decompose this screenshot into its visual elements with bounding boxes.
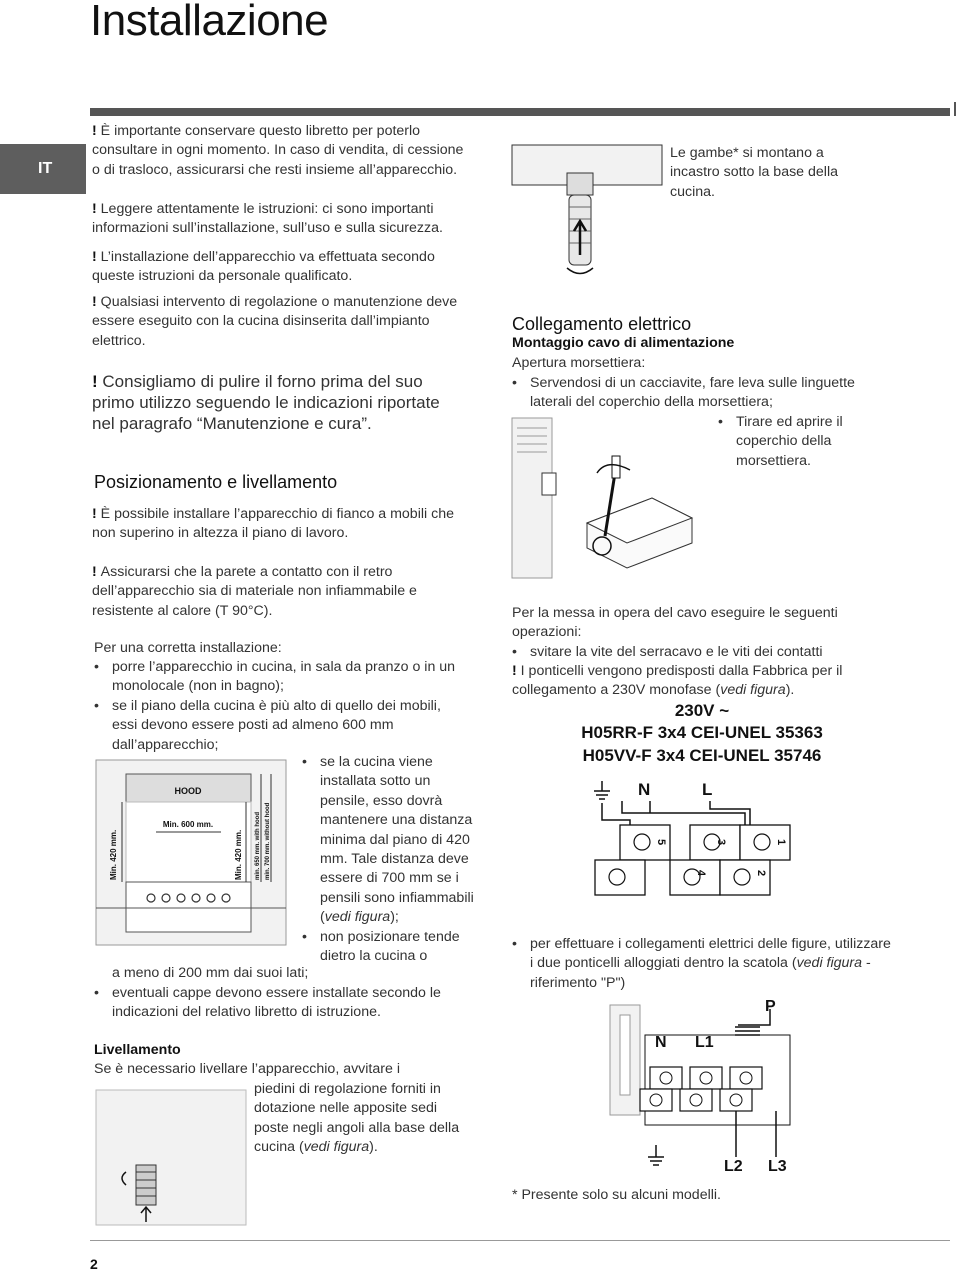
without-hood-label: min. 700 mm. without hood [265,802,271,880]
legs-note: Le gambe* si montano a incastro sotto la base della cucina. [670,145,838,200]
paragraph-qualified-staff: ! L’installazione dell’apparecchio va effettuata secondo queste istruzioni da personale qualificato. [92,249,435,285]
terminal-5: 5 [655,839,667,846]
terminal-L1-label: L1 [695,1034,714,1051]
wiring-steps [512,935,892,993]
section-heading-positioning: Posizionamento e livellamento [94,472,338,492]
terminal-N-label-3ph: N [655,1034,667,1051]
install-list-hoods [94,984,469,1023]
warning-mark: ! [92,372,103,391]
min-600-label: Min. 600 mm. [162,820,214,829]
list-item: • non posizionare tende dietro la cucina o [302,928,474,967]
footer-rule [90,1240,950,1241]
terminal-block-single-phase [590,775,790,900]
list-item: • Servendosi di un cacciavite, fare leva sulle linguette laterali del coperchio della morsettiera; [512,374,892,413]
terminal-L2-label: L2 [724,1158,743,1175]
paragraph-leveling-1: Se è necessario livellare l’apparecchio, avvitare i [94,1061,400,1077]
opening-steps-2 [718,413,868,471]
subheading-leveling: Livellamento [94,1042,181,1058]
paragraph-read-instructions: ! Leggere attentamente le istruzioni: ci sono importanti informazioni sull’installazione, sull’uso e sulla sicurezza. [92,201,443,237]
terminal-2: 2 [755,870,767,877]
cable-spec-2: H05VV-F 3x4 CEI-UNEL 35746 [582,746,822,765]
list-item: • se il piano della cucina è più alto di quello dei mobili, essi devono essere posti ad almeno 600 mm dall’apparecchio; [94,697,469,755]
terminal-3: 3 [715,839,727,846]
paragraph-correct-install: Per una corretta installazione: [94,640,282,656]
warning-mark: ! [512,663,521,679]
paragraph-clean-oven: ! Consigliamo di pulire il forno prima del suo primo utilizzo seguendo le indicazioni riportate nel paragrafo “Manutenzione e cura”. [92,372,440,433]
cable-steps [512,643,902,662]
min-420-left-label: Min. 420 mm. [109,829,118,880]
terminal-N-label: N [638,780,651,799]
list-item-continuation: a meno di 200 mm dai suoi lati; [112,965,309,981]
opening-steps [512,374,892,413]
paragraph-wall: ! Assicurarsi che la parete a contatto con il retro dell’apparecchio sia di materiale non infiammabile e resistente al calore (T 90°C). [92,564,417,619]
paragraph-keep-manual: ! È importante conservare questo libretto per poterlo consultare in ogni momento. In caso di vendita, di cessione o di trasloco, assicurarsi che resti insieme all’apparecchio. [92,123,464,178]
paragraph-leveling-2: piedini di regolazione forniti in dotazione nelle apposite sedi poste negli angoli alla base della cucina (vedi figura). [254,1081,460,1156]
terminal-opening-label: Apertura morsettiera: [512,355,646,371]
warning-mark: ! [92,201,101,217]
leveling-foot-diagram [96,1090,246,1225]
min-420-right-label: Min. 420 mm. [234,829,243,880]
warning-mark: ! [92,249,101,265]
install-list [94,658,469,755]
voltage-spec: 230V ~ [674,701,730,720]
page-number: 2 [90,1256,98,1272]
terminal-box-diagram [512,418,702,588]
with-hood-label: min. 650 mm. with hood [255,811,261,880]
jumpers-note: ! I ponticelli vengono predisposti dalla Fabbrica per il collegamento a 230V monofase (vedi figura). [512,663,843,699]
terminal-L3-label: L3 [768,1158,787,1175]
list-item: • Tirare ed aprire il coperchio della morsettiera. [718,413,868,471]
paragraph-disconnect: ! Qualsiasi intervento di regolazione o manutenzione deve essere eseguito con la cucina disinserita dall’impianto elettrico. [92,294,458,349]
terminal-1: 1 [775,839,787,846]
list-item: • eventuali cappe devono essere installate secondo le indicazioni del relativo libretto di istruzione. [94,984,469,1023]
language-code: IT [38,160,53,177]
terminal-4: 4 [695,870,707,877]
header-rule [90,108,950,116]
paragraph-side-furniture: ! È possibile installare l’apparecchio di fianco a mobili che non superino in altezza il piano di lavoro. [92,506,454,542]
header-rule-end [954,102,956,116]
page-title: Installazione [90,0,329,45]
install-list-right [302,753,474,966]
warning-mark: ! [92,123,101,139]
list-item: • svitare la vite del serracavo e le viti dei contatti [512,643,902,662]
warning-mark: ! [92,564,101,580]
terminal-block-three-phase [610,995,795,1175]
subheading-cable: Montaggio cavo di alimentazione [512,335,735,351]
cable-spec-1: H05RR-F 3x4 CEI-UNEL 35363 [581,723,823,742]
section-heading-electrical: Collegamento elettrico [512,314,692,334]
warning-mark: ! [92,506,101,522]
list-item: • porre l’apparecchio in cucina, in sala da pranzo o in un monolocale (non in bagno); [94,658,469,697]
hood-label: HOOD [174,786,202,796]
terminal-L-label: L [702,780,713,799]
leg-mount-diagram [512,145,662,280]
warning-mark: ! [92,294,101,310]
cable-install-intro: Per la messa in opera del cavo eseguire le seguenti operazioni: [512,605,838,641]
language-tab [0,144,86,194]
jumper-P-label: P [765,998,776,1015]
hood-clearance-diagram [96,760,286,945]
list-item: • se la cucina viene installata sotto un pensile, esso dovrà mantenere una distanza minima dal piano di 420 mm. Tale distanza deve essere di 700 mm se i pensili sono infiammabili (vedi figura); [302,753,474,928]
footnote: * Presente solo su alcuni modelli. [512,1187,721,1203]
list-item: • per effettuare i collegamenti elettrici delle figure, utilizzare i due ponticelli alloggiati dentro la scatola (vedi figura - riferimento "P") [512,935,892,993]
